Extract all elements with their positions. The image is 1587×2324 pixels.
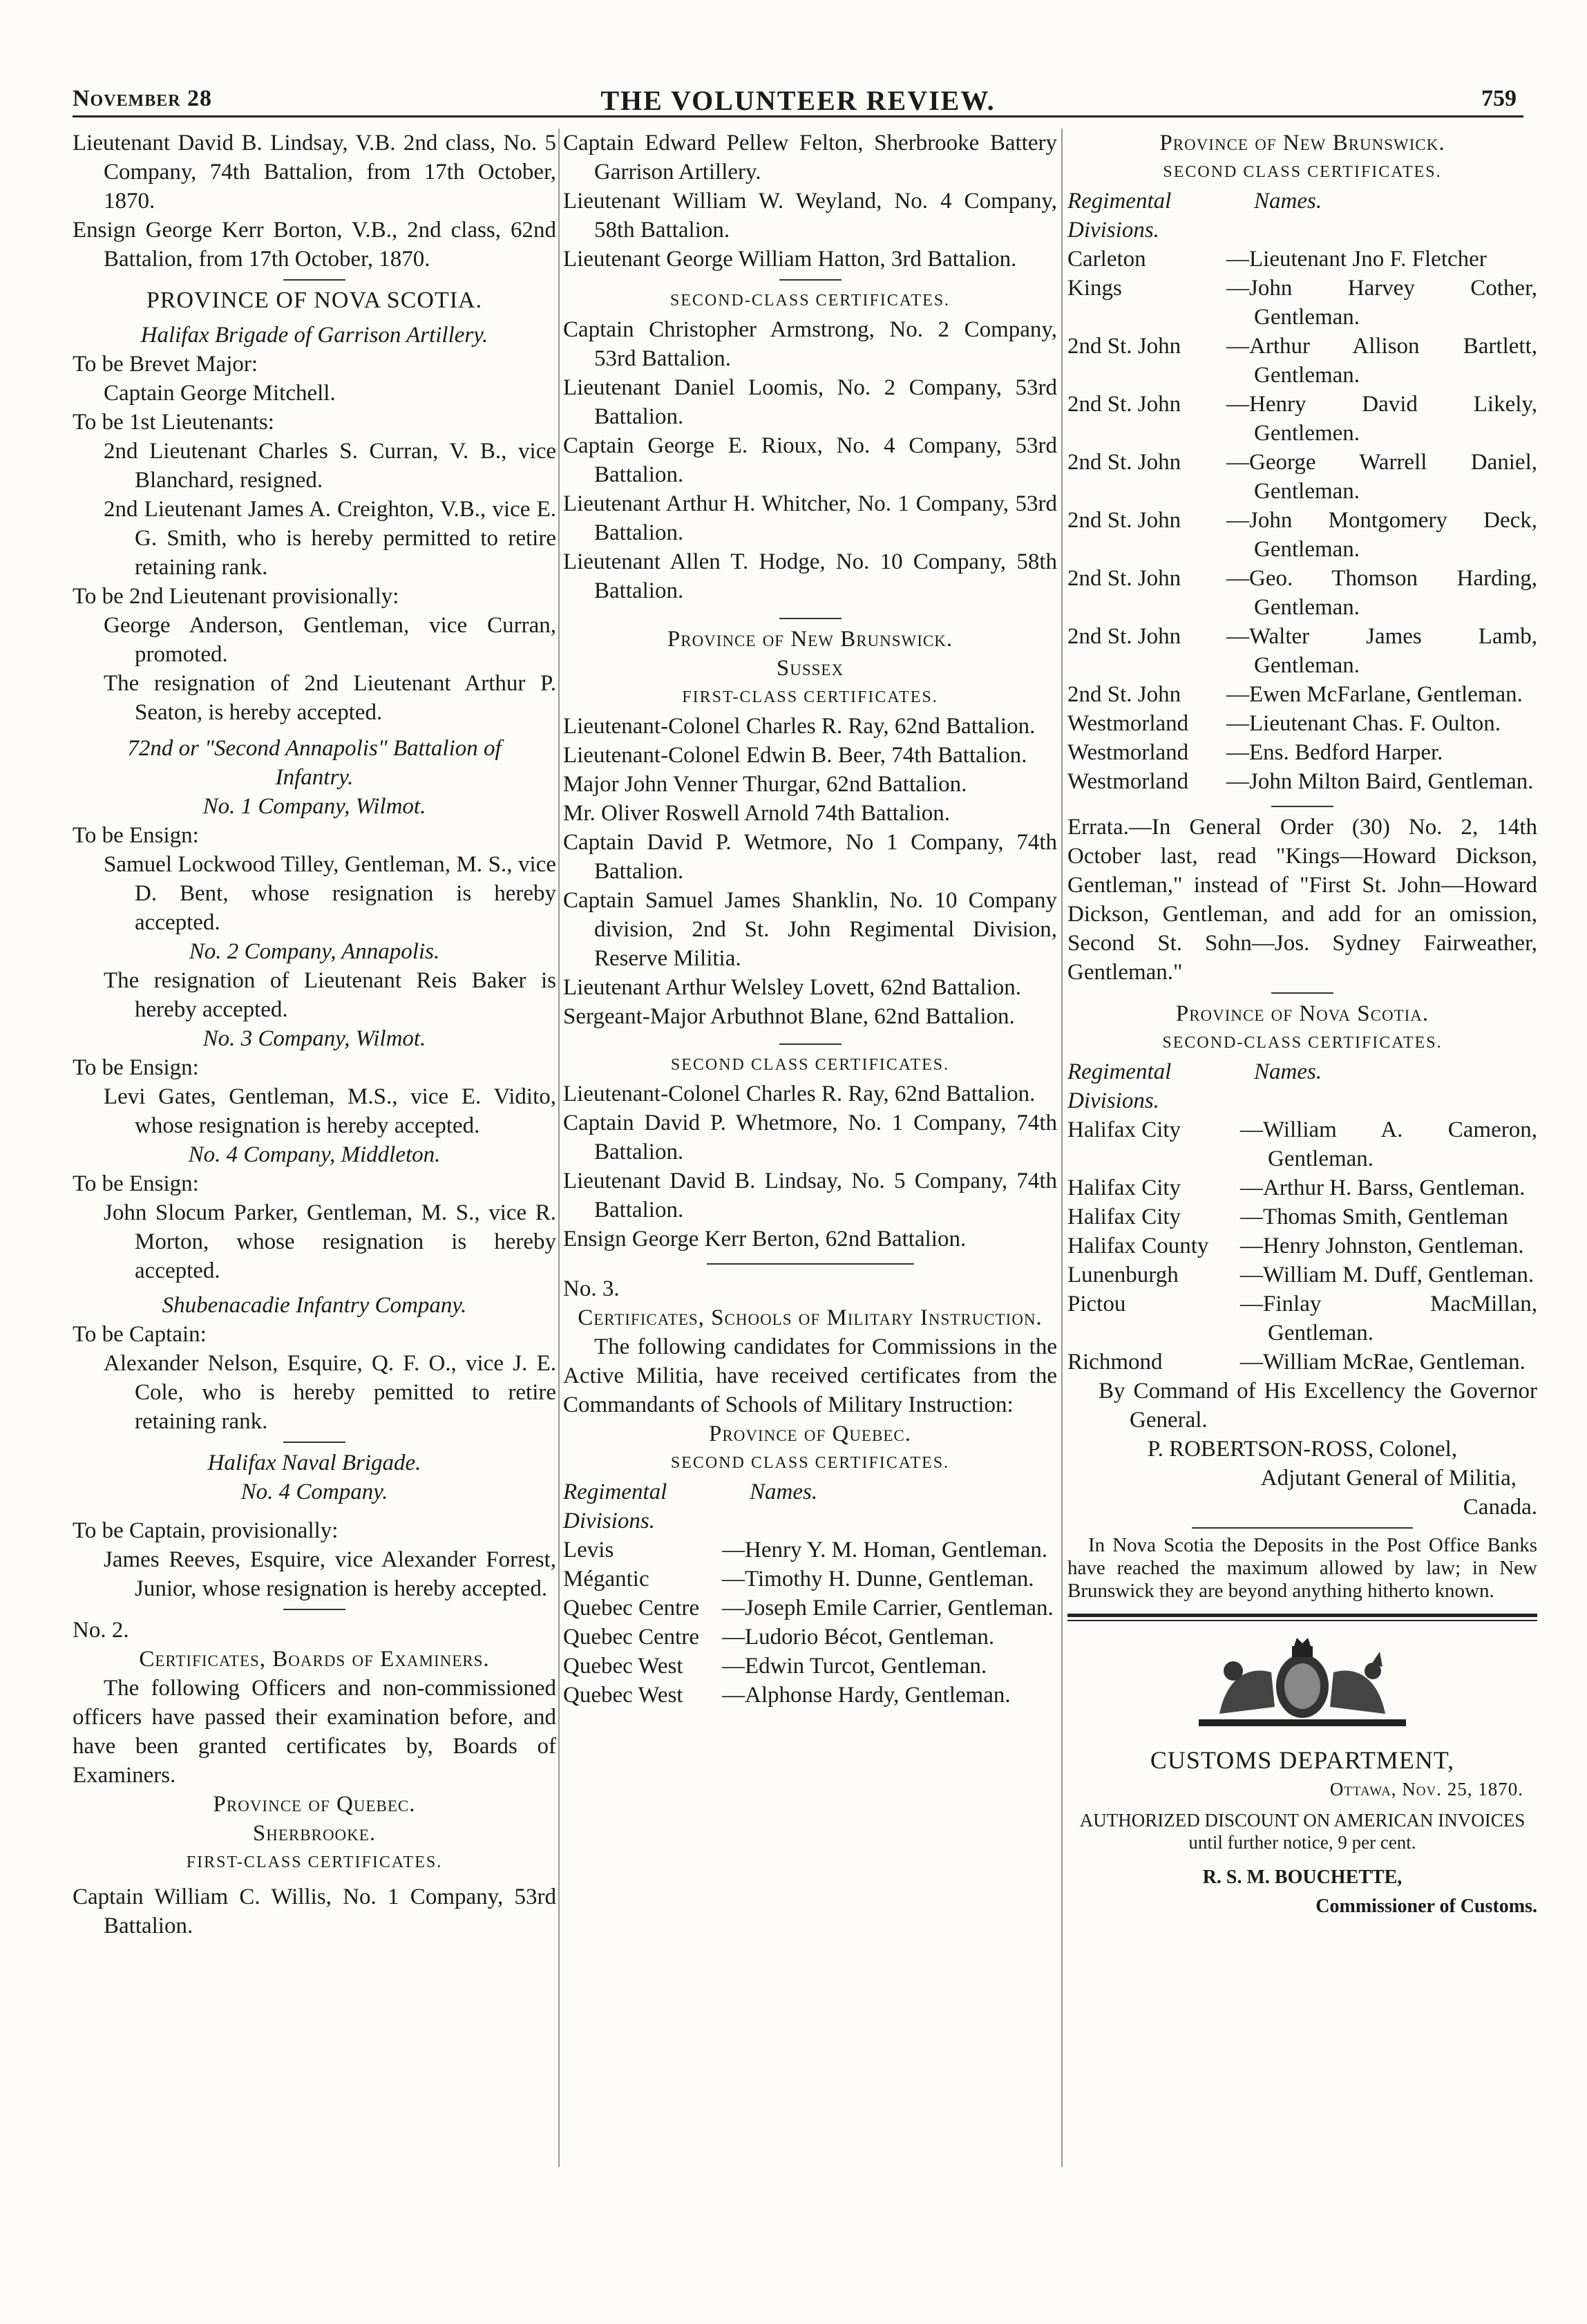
text-line: Lieutenant-Colonel Charles R. Ray, 62nd Battalion. — [563, 1081, 1036, 1106]
by-command: By Command of His Excellency the Governor General. — [1099, 1379, 1537, 1433]
section-heading: Certificates, Schools of Military Instruction. — [578, 1305, 1043, 1330]
text-line: The resignation of 2nd Lieutenant Arthur P. Seaton, is hereby accepted. — [104, 671, 556, 725]
page-header — [73, 82, 1523, 117]
subsection-heading: FIRST-CLASS CERTIFICATES. — [682, 688, 938, 706]
column-divider — [1061, 129, 1063, 2167]
text-line: Samuel Lockwood Tilley, Gentleman, M. S., vice D. Bent, whose resignation is hereby accepted. — [104, 852, 556, 935]
text-line: Lieutenant Arthur Welsley Lovett, 62nd Battalion. — [563, 975, 1022, 1000]
divider — [779, 279, 842, 281]
signer-name: P. ROBERTSON-ROSS, Colonel, — [1147, 1437, 1458, 1462]
section-number: No. 3. — [563, 1276, 620, 1301]
subsection-heading: Sherbrooke. — [252, 1821, 377, 1846]
column-header: Names. — [750, 1480, 818, 1504]
table-row: Kings —John Harvey Cother, Gentleman. — [1067, 276, 1537, 330]
publication-title: THE VOLUNTEER REVIEW. — [600, 85, 996, 116]
table-row: Mégantic —Timothy H. Dunne, Gentleman. — [563, 1567, 1034, 1591]
divider — [283, 1442, 345, 1443]
table-header — [563, 1477, 1057, 1536]
text-line: Lieutenant-Colonel Charles R. Ray, 62nd Battalion. — [563, 714, 1036, 739]
text-line: To be Captain: — [73, 1322, 207, 1347]
text-line: Captain David P. Wetmore, No 1 Company, 74th Battalion. — [563, 830, 1057, 884]
customs-notice: AUTHORIZED DISCOUNT ON AMERICAN INVOICES until further notice, 9 per cent. — [1079, 1810, 1526, 1853]
column-1 — [73, 129, 556, 1940]
deposits-note: In Nova Scotia the Deposits in the Post Office Banks have reached the maximum allowed by law; in New Brunswick they are beyond anything hitherto known. — [1067, 1534, 1537, 1602]
subsection-heading: No. 2 Company, Annapolis. — [189, 939, 440, 964]
text-line: To be 1st Lieutenants: — [73, 410, 274, 435]
header-date: November 28 — [73, 86, 213, 111]
column-header: Names. — [1254, 189, 1322, 214]
section-heading: PROVINCE OF NOVA SCOTIA. — [146, 287, 483, 313]
table-row: Richmond —William McRae, Gentleman. — [1067, 1350, 1526, 1374]
subsection-heading: SECOND-CLASS CERTIFICATES. — [669, 292, 951, 310]
text-line: George Anderson, Gentleman, vice Curran, promoted. — [104, 613, 556, 667]
paragraph: Ensign George Kerr Borton, V.B., 2nd class, 62nd Battalion, from 17th October, 1870. — [73, 218, 556, 272]
table-row: Westmorland —John Milton Baird, Gentleman. — [1067, 769, 1534, 794]
column-3 — [1067, 129, 1537, 1921]
table-row: Carleton —Lieutenant Jno F. Fletcher — [1067, 247, 1487, 272]
text-line: Lieutenant Allen T. Hodge, No. 10 Company, 58th Battalion. — [563, 549, 1057, 603]
column-divider — [558, 129, 560, 2167]
text-line: Captain Edward Pellew Felton, Sherbrooke Battery Garrison Artillery. — [563, 131, 1057, 185]
subsection-heading: FIRST-CLASS CERTIFICATES. — [186, 1853, 443, 1871]
divider — [779, 1043, 842, 1045]
text-line: James Reeves, Esquire, vice Alexander Forrest, Junior, whose resignation is hereby accepted. — [104, 1547, 556, 1601]
page-number: 759 — [1481, 86, 1517, 111]
table-header — [1067, 1057, 1537, 1115]
text-line: Mr. Oliver Roswell Arnold 74th Battalion. — [563, 801, 951, 826]
text-line: John Slocum Parker, Gentleman, M. S., vice R. Morton, whose resignation is hereby accepted. — [104, 1200, 556, 1283]
text-line: Captain George E. Rioux, No. 4 Company, 53rd Battalion. — [563, 433, 1057, 487]
paragraph: Lieutenant David B. Lindsay, V.B. 2nd class, No. 5 Company, 74th Battalion, from 17th October, 1870. — [73, 131, 556, 214]
subsection-heading: Shubenacadie Infantry Company. — [162, 1293, 467, 1318]
text-line: Lieutenant Arthur H. Whitcher, No. 1 Company, 53rd Battalion. — [563, 491, 1057, 545]
text-line: Captain Christopher Armstrong, No. 2 Company, 53rd Battalion. — [563, 317, 1057, 371]
subsection-heading: Sussex — [776, 656, 844, 681]
text-line: 2nd Lieutenant Charles S. Curran, V. B., vice Blanchard, resigned. — [104, 439, 556, 493]
subsection-heading: No. 4 Company. — [240, 1480, 388, 1504]
subsection-heading: Halifax Naval Brigade. — [207, 1451, 421, 1475]
section-heading: Province of Quebec. — [213, 1792, 416, 1817]
table-row: Halifax City —Thomas Smith, Gentleman — [1067, 1204, 1508, 1229]
subsection-heading: SECOND-CLASS CERTIFICATES. — [1162, 1034, 1443, 1052]
table-row: 2nd St. John —John Montgomery Deck, Gentleman. — [1067, 508, 1537, 562]
divider — [283, 1609, 345, 1610]
text-line: Lieutenant Daniel Loomis, No. 2 Company, 53rd Battalion. — [563, 375, 1057, 429]
table-header — [1067, 187, 1537, 245]
text-line: To be Ensign: — [73, 823, 199, 848]
subsection-heading: SECOND CLASS CERTIFICATES. — [670, 1056, 950, 1074]
table-row: Halifax City —William A. Cameron, Gentleman. — [1067, 1117, 1537, 1171]
paragraph: The following Officers and non-commissioned officers have passed their examination before, and have been granted certificates by, Boards of Examiners. — [73, 1676, 556, 1788]
customs-date: Ottawa, Nov. 25, 1870. — [1329, 1779, 1523, 1799]
divider — [283, 279, 345, 281]
section-heading: Province of New Brunswick. — [667, 627, 953, 652]
section-heading: Province of Nova Scotia. — [1175, 1001, 1429, 1026]
royal-arms-icon — [1178, 1631, 1427, 1741]
text-line: Lieutenant David B. Lindsay, No. 5 Company, 74th Battalion. — [563, 1169, 1057, 1222]
section-heading: Province of New Brunswick. — [1159, 131, 1445, 155]
text-line: Major John Venner Thurgar, 62nd Battalion. — [563, 772, 967, 797]
subsection-heading: Halifax Brigade of Garrison Artillery. — [140, 323, 488, 348]
divider — [1067, 1620, 1537, 1621]
subsection-heading: 72nd or "Second Annapolis" Battalion of Infantry. — [127, 736, 502, 790]
text-line: The resignation of Lieutenant Reis Baker is hereby accepted. — [104, 968, 556, 1022]
text-line: Lieutenant-Colonel Edwin B. Beer, 74th Battalion. — [563, 743, 1027, 768]
table-row: Pictou —Finlay MacMillan, Gentleman. — [1067, 1292, 1537, 1345]
divider — [1067, 1614, 1537, 1617]
table-row: 2nd St. John —Geo. Thomson Harding, Gentleman. — [1067, 566, 1537, 620]
table-row: 2nd St. John —Henry David Likely, Gentlemen. — [1067, 392, 1537, 446]
column-header: Regimental Divisions. — [1067, 189, 1172, 243]
commissioner-name: R. S. M. BOUCHETTE, — [1202, 1867, 1403, 1888]
section-number: No. 2. — [73, 1618, 129, 1643]
text-line: Sergeant-Major Arbuthnot Blane, 62nd Battalion. — [563, 1004, 1015, 1029]
divider — [1271, 806, 1333, 807]
divider — [1271, 992, 1333, 994]
text-line: To be 2nd Lieutenant provisionally: — [73, 584, 399, 609]
column-header: Regimental Divisions. — [563, 1480, 667, 1533]
table-row: Levis —Henry Y. M. Homan, Gentleman. — [563, 1538, 1048, 1562]
text-line: To be Captain, provisionally: — [73, 1518, 339, 1543]
text-line: Captain George Mitchell. — [104, 381, 336, 406]
divider — [1192, 1527, 1413, 1529]
table-row: Halifax City —Arthur H. Barss, Gentleman. — [1067, 1175, 1526, 1200]
subsection-heading: No. 3 Company, Wilmot. — [202, 1026, 426, 1051]
commissioner-title: Commissioner of Customs. — [1315, 1896, 1537, 1917]
text-line: To be Ensign: — [73, 1055, 199, 1080]
text-line: To be Brevet Major: — [73, 352, 258, 377]
table-row: Westmorland —Ens. Bedford Harper. — [1067, 740, 1443, 765]
subsection-heading: SECOND CLASS CERTIFICATES. — [670, 1454, 950, 1472]
text-line: 2nd Lieutenant James A. Creighton, V.B., vice E. G. Smith, who is hereby permitted to retire retaining rank. — [104, 497, 556, 580]
text-line: Alexander Nelson, Esquire, Q. F. O., vice J. E. Cole, who is hereby pemitted to retire retaining rank. — [104, 1351, 556, 1434]
table-row: Quebec West —Edwin Turcot, Gentleman. — [563, 1654, 987, 1679]
text-line: Captain David P. Whetmore, No. 1 Company, 74th Battalion. — [563, 1111, 1057, 1164]
table-row: Lunenburgh —William M. Duff, Gentleman. — [1067, 1263, 1534, 1287]
subsection-heading: No. 4 Company, Middleton. — [188, 1142, 441, 1167]
paragraph: The following candidates for Commissions in the Active Militia, have received certificates from the Commandants of Schools of Military Instruction: — [563, 1334, 1057, 1417]
divider — [707, 1263, 914, 1265]
table-row: Westmorland —Lieutenant Chas. F. Oulton. — [1067, 711, 1501, 736]
table-row: Halifax County —Henry Johnston, Gentleman. — [1067, 1234, 1524, 1258]
text-line: Captain Samuel James Shanklin, No. 10 Company division, 2nd St. John Regimental Division, Reserve Militia. — [563, 888, 1057, 971]
table-row: 2nd St. John —George Warrell Daniel, Gentleman. — [1067, 450, 1537, 504]
text-line: Levi Gates, Gentleman, M.S., vice E. Vidito, whose resignation is hereby accepted. — [104, 1084, 556, 1138]
subsection-heading: No. 1 Company, Wilmot. — [202, 794, 426, 819]
table-row: 2nd St. John —Walter James Lamb, Gentleman. — [1067, 624, 1537, 678]
text-line: Lieutenant William W. Weyland, No. 4 Company, 58th Battalion. — [563, 189, 1057, 243]
text-line: Ensign George Kerr Berton, 62nd Battalion. — [563, 1227, 967, 1251]
text-line: Captain William C. Willis, No. 1 Company, 53rd Battalion. — [73, 1884, 556, 1938]
subsection-heading: SECOND CLASS CERTIFICATES. — [1163, 163, 1442, 181]
section-heading: Province of Quebec. — [709, 1421, 911, 1446]
signer-title: Adjutant General of Militia, — [1260, 1466, 1517, 1491]
table-row: Quebec Centre —Ludorio Bécot, Gentleman. — [563, 1625, 995, 1650]
errata-paragraph: Errata.—In General Order (30) No. 2, 14th October last, read "Kings—Howard Dickson, Gentleman," instead of "First St. John—Howard Dickson, Gentleman, and add for an omission, Second St. Sohn—Jos. Sydney Fairweather, Gentleman." — [1067, 815, 1537, 985]
text-line: To be Ensign: — [73, 1171, 199, 1196]
customs-title: CUSTOMS DEPARTMENT, — [1150, 1746, 1455, 1774]
section-heading: Certificates, Boards of Examiners. — [139, 1647, 490, 1672]
signer-place: Canada. — [1463, 1495, 1537, 1520]
table-row: Quebec Centre —Joseph Emile Carrier, Gentleman. — [563, 1596, 1054, 1621]
table-row: 2nd St. John —Ewen McFarlane, Gentleman. — [1067, 682, 1523, 707]
divider — [779, 618, 842, 619]
column-header: Names. — [1254, 1059, 1322, 1084]
column-2 — [563, 129, 1057, 1710]
column-header: Regimental Divisions. — [1067, 1059, 1172, 1113]
table-row: Quebec West —Alphonse Hardy, Gentleman. — [563, 1683, 1011, 1708]
text-line: Lieutenant George William Hatton, 3rd Battalion. — [563, 247, 1017, 272]
table-row: 2nd St. John —Arthur Allison Bartlett, Gentleman. — [1067, 334, 1537, 388]
